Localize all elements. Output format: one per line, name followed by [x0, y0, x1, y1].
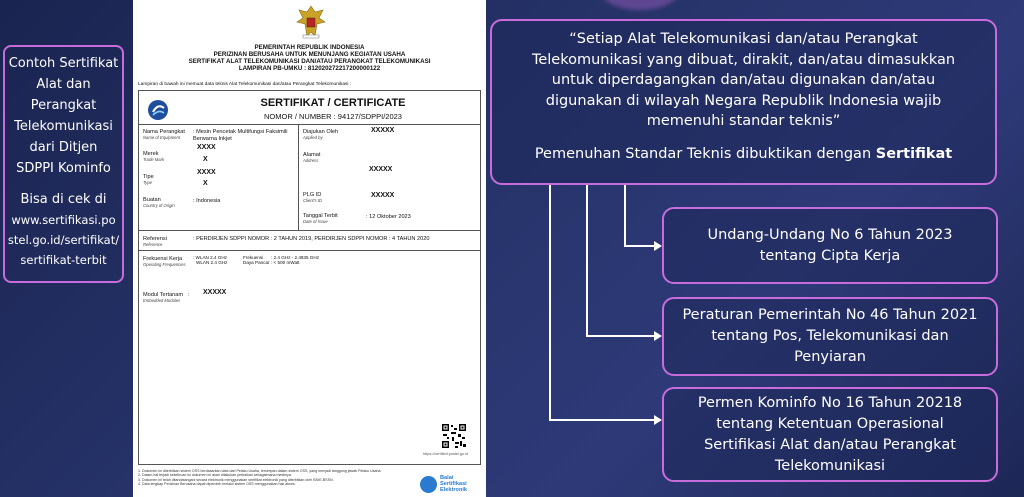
- qr-caption: https://certified.postel.go.id: [423, 452, 469, 456]
- background-glow: [600, 0, 680, 10]
- left-line: Alat dan: [36, 77, 91, 92]
- arrow-icon: [654, 331, 662, 341]
- quote-line: Telekomunikasi yang dibuat, dirakit, dan/atau dimasukkan: [531, 51, 956, 68]
- left-line: Telekomunikasi: [14, 119, 113, 134]
- arrow-icon: [654, 241, 662, 251]
- nama-label: Nama Perangkat Name of Equipment: [143, 129, 185, 140]
- freq-labels: Frekuensi Daya Pancar: [243, 255, 270, 265]
- regulation-box-uu: [662, 207, 998, 284]
- cert-frame: [138, 90, 481, 465]
- left-line: SDPPI Kominfo: [16, 161, 111, 176]
- frekuensi-value: : WLAN 2.4 GHz WLAN 2.4 GHz: [193, 255, 228, 265]
- tanggal-label: Tanggal Terbit Date of Issue: [303, 213, 338, 224]
- regulation-box-pp: [662, 297, 998, 376]
- quote-box: [490, 19, 997, 185]
- buatan-label: Buatan Country of Origin: [143, 197, 175, 208]
- qr-code-icon: [441, 423, 467, 449]
- divider: [298, 124, 299, 230]
- connector-line: [624, 245, 655, 247]
- regulation-box-permen: [662, 387, 998, 482]
- url-line[interactable]: stel.go.id/sertifikat/: [7, 233, 120, 247]
- connector-line: [549, 185, 551, 420]
- cert-footnotes: 1. Dokumen ini diterbitkan sistem OSS berdasarkan data dari Pelaku Usaha, tersimpan dalam sistem OSS, yang menjadi tanggung jawab Pelaku Usaha. 2. Dalam hal terjadi kekeliruan isi dokumen ini akan dilakukan perbaikan sebagaimana mestinya. 3. Dokumen ini telah ditandatangani secara elektronik menggunakan sertifikat elektronik yang diterbitkan oleh BSrE-BSSN. 4. Data lengkap Perizinan Berusaha dapat diperoleh melalui sistem OSS menggunakan hak akses.: [138, 469, 382, 486]
- certificate-document: PEMERINTAH REPUBLIK INDONESIA PERIZINAN BERUSAHA UNTUK MENUNJANG KEGIATAN USAHA SERTIFIKAT ALAT TELEKOMUNIKASI DAN/ATAU PERANGKAT TELEKOMUNIKASI LAMPIRAN PB-UMKU : 812020272217200000122 Lampiran di bawah ini memuat data teknis Alat Telekomunikasi dan/atau Perangkat Telekomunikasi : SERTIFIKAT / CERTIFICATE NOMOR / NUMBER : 94127/SDPPI/2023 Nama Perangkat Name of Equipment : Mesin Pencetak Multifungsi Faksimili Berwarna Inkjet XXXX Merek Trade Mark X Tipe Type XXXX X Buatan Country of Origin : Indonesia Diajukan Oleh Applied by XXXXX Alamat Address XXXXX PLG ID Client's ID XXXXX Tanggal Terbit Date of Issue : 12 Oktober 2023 Referensi Reference : PERDIRJEN SDPPI NOMOR : 2 TAHUN 2019, PERDIRJEN SDPPI NOMOR : 4 TAHUN 2020 Frekuensi Kerja Operating Frequencies : WLAN 2.4 GHz WLAN 2.4 GHz Frekuensi Daya Pancar : 2.4 GHz - 2.4835 GHz : < 500 mWatt Modul Tertanam Embedded Modules : XXXXX https://certified.postel.go.id 1. Dokumen ini diterbitkan sistem OSS berdasarkan data dari Pelaku Usaha, tersimpan dalam sistem OSS, yang menjadi tanggung jawab Pelaku Usaha. 2. Dalam hal terjadi kekeliruan isi dokumen ini akan dilakukan perbaikan sebagaimana mestinya. 3. Dokumen ini telah ditandatangani secara elektronik menggunakan sertifikat elektronik yang diterbitkan oleh BSrE-BSSN. 4. Data lengkap Perizinan Berusaha dapat diperoleh melalui sistem OSS menggunakan hak akses. Balai Sertifikasi Elektronik: [133, 0, 486, 497]
- bse-label: Balai Sertifikasi Elektronik: [440, 475, 468, 493]
- buatan-value: : Indonesia: [193, 198, 221, 204]
- quote-line: digunakan di wilayah Negara Republik Indonesia wajib: [545, 92, 942, 109]
- arrow-icon: [654, 415, 662, 425]
- cert-header-line: LAMPIRAN PB-UMKU : 812020272217200000122: [238, 65, 381, 72]
- modul-value: XXXXX: [203, 289, 227, 296]
- nama-value: : Mesin Pencetak Multifungsi Faksimili Berwarna Inkjet: [193, 129, 288, 142]
- divider: [138, 230, 481, 231]
- connector-line: [549, 419, 655, 421]
- quote-line: “Setiap Alat Telekomunikasi dan/atau Perangkat: [569, 31, 918, 47]
- regulation-text: Peraturan Pemerintah No 46 Tahun 2021 tentang Pos, Telekomunikasi dan Penyiaran: [682, 307, 978, 365]
- connector-line: [586, 185, 588, 336]
- diajukan-label: Diajukan Oleh Applied by: [303, 129, 339, 140]
- merek-label: Merek Trade Mark: [143, 151, 165, 162]
- left-line: Contoh Sertifikat: [8, 56, 119, 71]
- referensi-value: : PERDIRJEN SDPPI NOMOR : 2 TAHUN 2019, PERDIRJEN SDPPI NOMOR : 4 TAHUN 2020: [193, 236, 430, 242]
- divider: [138, 250, 481, 251]
- cert-header-line: PEMERINTAH REPUBLIK INDONESIA: [254, 44, 365, 51]
- left-line: dari Ditjen: [29, 140, 98, 155]
- referensi-label: Referensi Reference: [143, 236, 167, 247]
- quote-line: untuk diperdagangkan dan/atau digunakan dan/atau: [551, 72, 936, 88]
- regulation-text: Undang-Undang No 6 Tahun 2023 tentang Cipta Kerja: [707, 226, 953, 264]
- connector-line: [624, 185, 626, 246]
- merek-value: X: [203, 156, 208, 163]
- garuda-emblem-icon: [295, 4, 327, 40]
- tanggal-value: : 12 Oktober 2023: [366, 214, 411, 220]
- url-line[interactable]: www.sertifikasi.po: [11, 213, 116, 227]
- cert-title: SERTIFIKAT / CERTIFICATE: [260, 97, 406, 109]
- nama-code: XXXX: [197, 144, 216, 151]
- frekuensi-label: Frekuensi Kerja Operating Frequencies: [143, 256, 186, 267]
- url-line[interactable]: sertifikat-terbit: [20, 253, 107, 267]
- freq-values: : 2.4 GHz - 2.4835 GHz : < 500 mWatt: [271, 255, 319, 265]
- cert-header-line: PERIZINAN BERUSAHA UNTUK MENUNJANG KEGIATAN USAHA: [213, 51, 406, 58]
- kominfo-logo-icon: [147, 99, 169, 121]
- diajukan-value: XXXXX: [371, 127, 395, 134]
- quote-line: memenuhi standar teknis”: [646, 113, 841, 129]
- alamat-value: XXXXX: [369, 166, 393, 173]
- alamat-label: Alamat Address: [303, 152, 321, 163]
- divider: [138, 124, 481, 125]
- regulation-text: Permen Kominfo No 16 Tahun 20218 tentang Ketentuan Operasional Sertifikasi Alat dan/atau Perangkat Telekomunikasi: [697, 394, 963, 474]
- cert-note: Lampiran di bawah ini memuat data teknis Alat Telekomunikasi dan/atau Perangkat Telekomunikasi :: [138, 82, 352, 87]
- check-text: Bisa di cek di: [20, 192, 107, 207]
- connector-line: [586, 335, 655, 337]
- left-info-box: [3, 45, 124, 283]
- tipe-label: Tipe Type: [143, 174, 154, 185]
- tipe-code: XXXX: [197, 169, 216, 176]
- modul-label: Modul Tertanam Embedded Modules: [143, 292, 184, 303]
- left-line: Perangkat: [30, 98, 97, 113]
- plg-value: XXXXX: [371, 192, 395, 199]
- cert-number: NOMOR / NUMBER : 94127/SDPPI/2023: [264, 112, 402, 121]
- plg-label: PLG ID Client's ID: [303, 192, 322, 203]
- cert-header-line: SERTIFIKAT ALAT TELEKOMUNIKASI DAN/ATAU PERANGKAT TELEKOMUNIKASI: [188, 58, 431, 65]
- tipe-value: X: [203, 180, 208, 187]
- bse-logo-icon: [420, 476, 437, 493]
- fulfilment-statement: Pemenuhan Standar Teknis dibuktikan dengan Sertifikat: [534, 145, 953, 162]
